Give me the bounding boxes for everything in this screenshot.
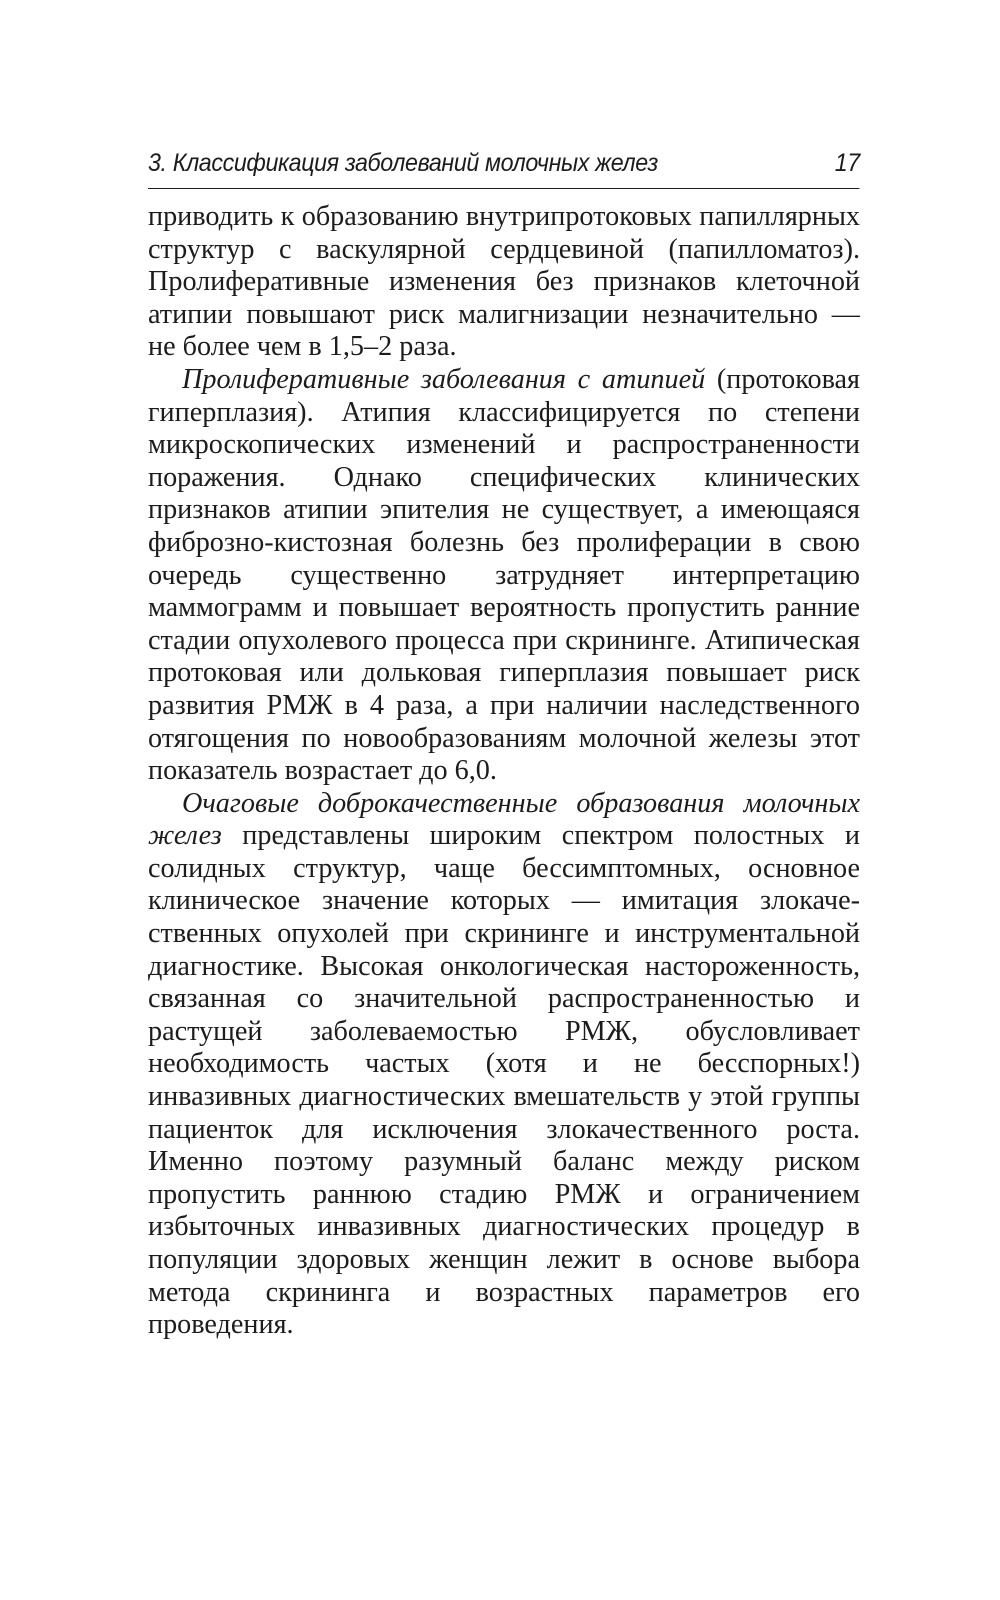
paragraph-text: (протоковая гиперплазия). Атипия классифицируется по степени микроскопических изменений и распространенности поражения. Однако специфических клинических признаков атипии эпителия не существует, а имеющаяся фиброзно-кистозная болезнь без пролиферации в свою очередь существенно затрудняет интерпретацию маммограмм и повышает вероятность пропустить ранние стадии опухолевого процесса при скрининге. Атипическая протоковая или дольковая гиперплазия повышает риск развития РМЖ в 4 раза, а при наличии наследственного отягощения по новообразованиям молочной железы этот показатель возрастает до 6,0. — [148, 363, 860, 787]
paragraph-lead-italic: Очаговые доброкачественные образования молочных желез — [148, 787, 860, 852]
paragraph-text: приводить к образованию внутрипротоковых папиллярных структур с васкулярной сердцевиной (папилломатоз). Пролиферативные изменения без признаков клеточной атипии повышают риск малигнизации незначительно — не более чем в 1,5–2 раза. — [148, 201, 860, 363]
body-text — [148, 201, 860, 1342]
paragraph — [148, 201, 860, 364]
paragraph — [148, 788, 860, 1342]
chapter-title: 3. Классификация заболеваний молочных желез — [148, 149, 658, 177]
paragraph-text: представлены широким спектром полостных и солидных структур, чаще бессимптомных, основное клиническое значение которых — имитация злокачественных опухолей при скрининге и инструментальной диагностике. Высокая онкологическая настороженность, связанная со значительной распространенностью и растущей заболеваемостью РМЖ, обусловливает необходимость частых (хотя и не бесспорных!) инвазивных диагностических вмешательств у этой группы пациенток для исключения злокачественного роста. Именно поэтому разумный баланс между риском пропустить раннюю стадию РМЖ и ограничением избыточных инвазивных диагностических процедур в популяции здоровых женщин лежит в основе выбора метода скрининга и возрастных параметров его проведения. — [148, 820, 860, 1341]
paragraph-lead-italic: Пролиферативные заболевания с атипией — [182, 363, 706, 395]
page-number: 17 — [834, 149, 860, 177]
paragraph — [148, 364, 860, 788]
book-page — [148, 148, 860, 1342]
running-head — [148, 148, 860, 189]
